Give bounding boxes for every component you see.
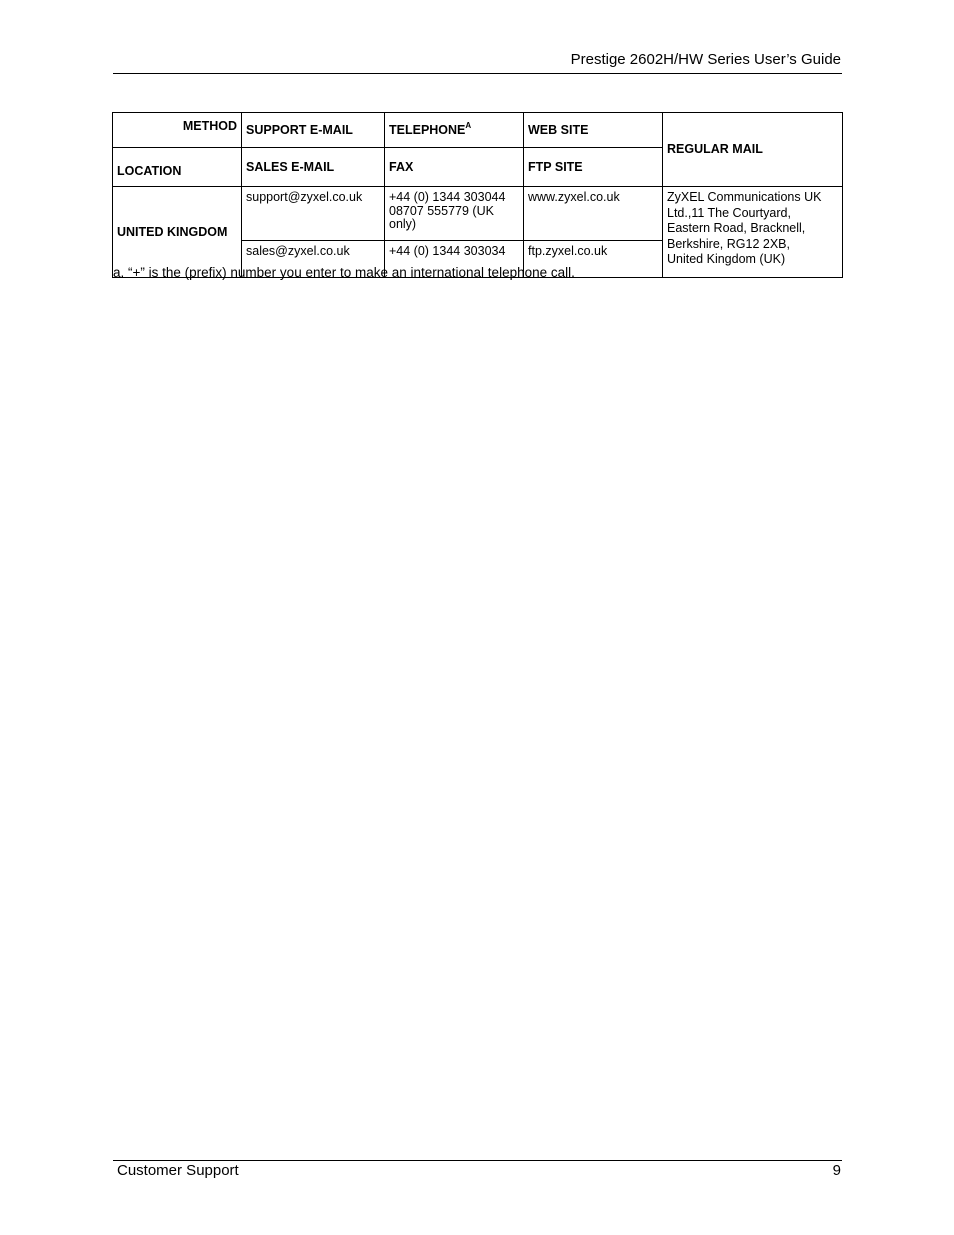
ftp-site-header: FTP SITE — [524, 148, 663, 187]
telephone-line: 08707 555779 (UK — [389, 204, 494, 218]
fax-cell: +44 (0) 1344 303034 — [385, 241, 524, 278]
telephone-line: +44 (0) 1344 303044 — [389, 190, 506, 204]
support-email-cell: support@zyxel.co.uk — [242, 187, 385, 241]
regular-mail-cell — [663, 187, 843, 278]
footer-section-name: Customer Support — [117, 1162, 239, 1179]
address-line: Eastern Road, Bracknell, — [667, 221, 806, 235]
customer-support-table — [112, 112, 843, 278]
regular-mail-header: REGULAR MAIL — [663, 113, 843, 187]
address-line: ZyXEL Communications UK — [667, 190, 822, 204]
footer-rule — [113, 1160, 842, 1161]
running-header-title: Prestige 2602H/HW Series User’s Guide — [570, 51, 841, 68]
table-header-row — [113, 113, 843, 148]
page-number: 9 — [832, 1162, 841, 1179]
header-rule — [113, 73, 842, 74]
telephone-cell — [385, 187, 524, 241]
telephone-header: TELEPHONE$^A$ — [385, 113, 524, 148]
table-footnote: a. “+” is the (prefix) number you enter to make an international telephone call. — [113, 265, 575, 280]
location-cell: UNITED KINGDOM — [113, 187, 242, 278]
address-line: Ltd.,11 The Courtyard, — [667, 205, 791, 220]
corner-location-label: LOCATION — [113, 148, 242, 187]
telephone-line: only) — [389, 217, 417, 231]
support-email-header: SUPPORT E-MAIL — [242, 113, 385, 148]
sales-email-header: SALES E-MAIL — [242, 148, 385, 187]
sales-email-cell: sales@zyxel.co.uk — [242, 241, 385, 278]
fax-header: FAX — [385, 148, 524, 187]
table-row — [113, 187, 843, 241]
web-site-cell: www.zyxel.co.uk — [524, 187, 663, 241]
corner-method-label: METHOD — [113, 113, 242, 148]
address-line: Berkshire, RG12 2XB, — [667, 236, 790, 251]
web-site-header: WEB SITE — [524, 113, 663, 148]
telephone-footnote-marker: A — [465, 120, 472, 130]
address-line: United Kingdom (UK) — [667, 252, 786, 266]
ftp-site-cell: ftp.zyxel.co.uk — [524, 241, 663, 278]
